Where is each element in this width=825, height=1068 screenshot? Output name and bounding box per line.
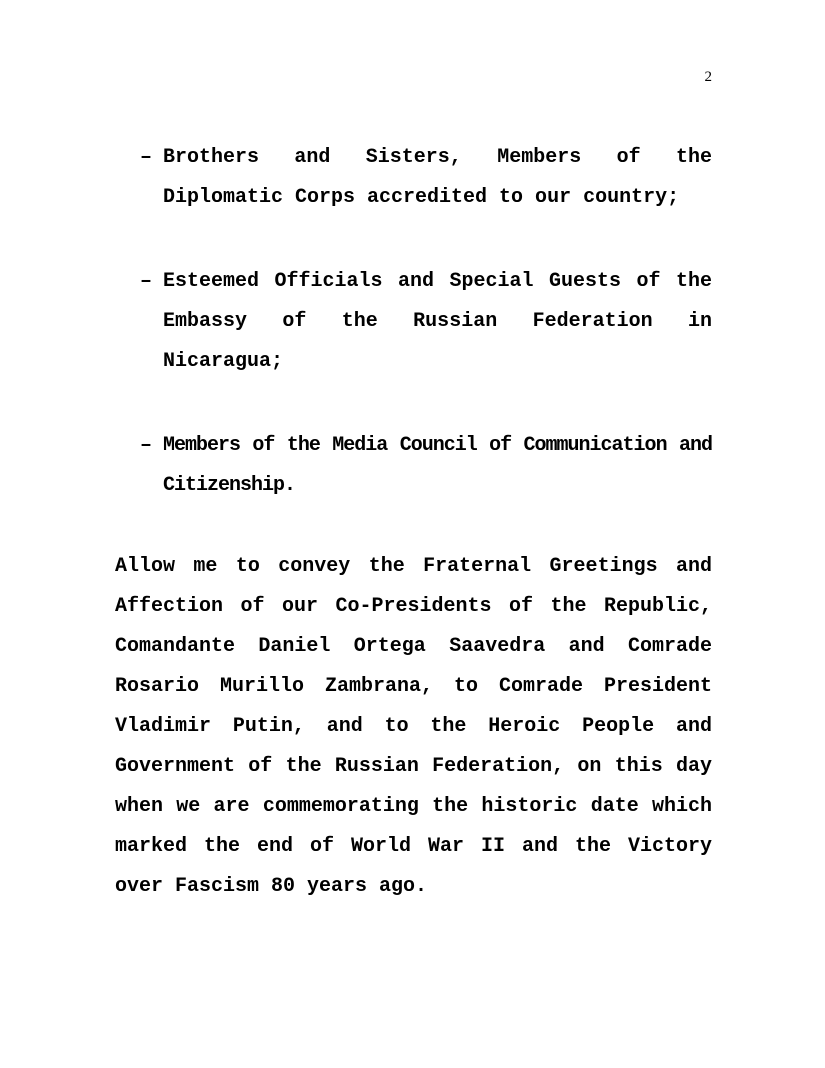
list-item bbox=[140, 426, 712, 506]
body-paragraph: Allow me to convey the Fraternal Greetings and Affection of our Co-Presidents of the Republic, Comandante Daniel Ortega Saavedra and Comrade Rosario Murillo Zambrana, to Comrade President Vladimir Putin, and to the Heroic People and Government of the Russian Federation, on this day when we are commemorating the historic date which marked the end of World War II and the Victory over Fascism 80 years ago. bbox=[115, 555, 712, 898]
list-item-text: Brothers and Sisters, Members of the Diplomatic Corps accredited to our country; bbox=[163, 146, 712, 209]
list-item bbox=[140, 138, 712, 218]
dash-bullet: – bbox=[140, 434, 153, 457]
dash-bullet: – bbox=[140, 146, 153, 169]
page-number: 2 bbox=[704, 69, 712, 85]
dash-bullet: – bbox=[140, 270, 153, 293]
list-item-text: Esteemed Officials and Special Guests of the Embassy of the Russian Federation in Nicaragua; bbox=[163, 270, 712, 373]
list-item-text: Members of the Media Council of Communication and Citizenship. bbox=[163, 434, 712, 497]
list-item bbox=[140, 262, 712, 382]
salutation-list bbox=[140, 138, 712, 550]
